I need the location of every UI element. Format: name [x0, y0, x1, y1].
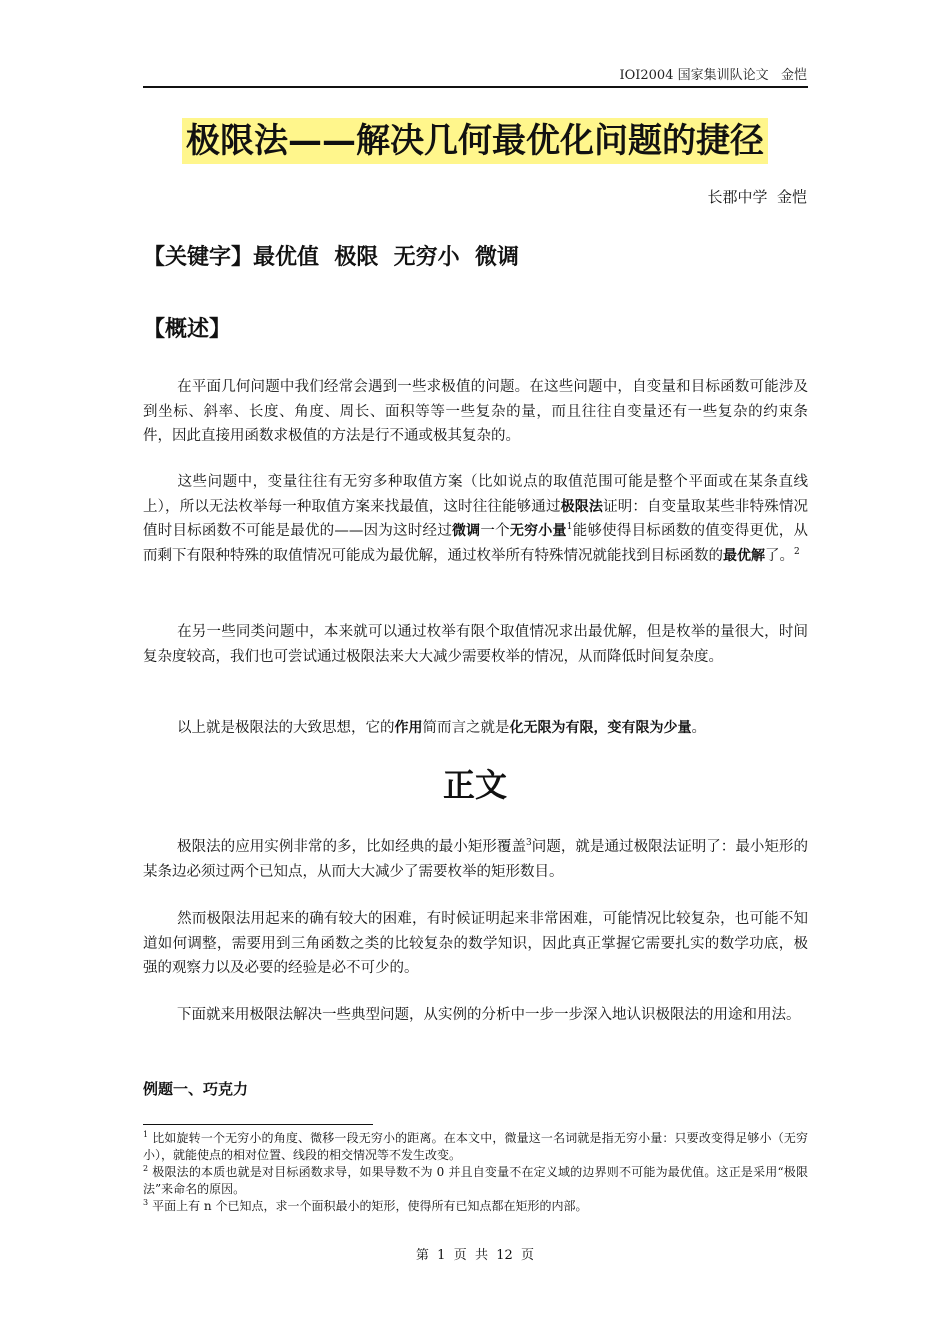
document-title: 极限法——解决几何最优化问题的捷径	[182, 118, 768, 164]
bold-term-summary: 化无限为有限，变有限为少量	[509, 720, 692, 736]
bold-term-infinitesimal: 无穷小量	[509, 523, 567, 539]
bold-term-fine-tune: 微调	[451, 523, 481, 539]
footnote-ref-3[interactable]: 3	[526, 838, 532, 849]
running-header: IOI2004 国家集训队论文 金恺	[619, 68, 807, 83]
footnote-2: $^2$ 极限法的本质也就是对目标函数求导，如果导数不为 0 并且自变量不在定义域的边界则不可能为最优值。这正是采用“极限法”来命名的原因。	[143, 1164, 808, 1196]
main-heading: 正文	[442, 766, 507, 804]
overview-paragraph-1: 在平面几何问题中我们经常会遇到一些求极值的问题。在这些问题中，自变量和目标函数可能涉及到坐标、斜率、长度、角度、周长、面积等等一些复杂的量，而且往往自变量还有一些复杂的约束条件，因此直接用函数求极值的方法是行不通或极其复杂的。	[143, 379, 808, 444]
overview-heading: 【概述】	[143, 317, 232, 342]
overview-paragraph-3: 在另一些同类问题中，本来就可以通过枚举有限个取值情况求出最优解，但是枚举的量很大，时间复杂度较高，我们也可尝试通过极限法来大大减少需要枚举的情况，从而降低时间复杂度。	[143, 624, 808, 665]
footnotes	[143, 1130, 808, 1215]
overview-paragraph-2: 这些问题中，变量往往有无穷多种取值方案（比如说点的取值范围可能是整个平面或在某条直线上），所以无法枚举每一种取值方案来找最值，这时往往能够通过极限法证明：自变量取某些非特殊情况值时目标函数不可能是最优的——因为这时经过微调一个无穷小量$^1$能够使得目标函数的值变得更优，从而剩下有限种特殊的取值情况可能成为最优解，通过枚举所有特殊情况就能找到目标函数的最优解了。$^2$	[143, 474, 809, 564]
overview-paragraph-4: 以上就是极限法的大致思想，它的作用简而言之就是化无限为有限，变有限为少量。	[177, 720, 706, 736]
footnote-1: $^1$ 比如旋转一个无穷小的角度、微移一段无穷小的距离。在本文中，微量这一名词就是指无穷小量：只要改变得足够小（无穷小），就能使点的相对位置、线段的相交情况等不发生改变。	[143, 1130, 808, 1162]
title-container	[0, 118, 950, 164]
footnote-rule	[143, 1124, 373, 1125]
footnote-ref-2[interactable]: 2	[794, 546, 800, 557]
page-number: 第 1 页 共 12 页	[415, 1248, 535, 1263]
footnote-3: $^3$ 平面上有 n 个已知点，求一个面积最小的矩形，使得所有已知点都在矩形的内部。	[143, 1198, 588, 1213]
author-line: 长郡中学 金恺	[707, 188, 807, 206]
body-paragraph-3: 下面就来用极限法解决一些典型问题，从实例的分析中一步一步深入地认识极限法的用途和用法。	[177, 1007, 801, 1023]
body-paragraph-2: 然而极限法用起来的确有较大的困难，有时候证明起来非常困难，可能情况比较复杂，也可能不知道如何调整，需要用到三角函数之类的比较复杂的数学知识，因此真正掌握它需要扎实的数学功底，极强的观察力以及必要的经验是必不可少的。	[143, 911, 808, 976]
example-heading: 例题一、巧克力	[143, 1080, 249, 1098]
bold-term-optimal-solution: 最优解	[723, 547, 765, 564]
keywords-line: 【关键字】最优值 极限 无穷小 微调	[143, 245, 519, 270]
header-rule	[143, 86, 808, 88]
footnote-ref-1[interactable]: 1	[566, 522, 573, 533]
bold-term-function: 作用	[394, 720, 423, 736]
body-paragraph-1: 极限法的应用实例非常的多，比如经典的最小矩形覆盖$^3$问题，就是通过极限法证明了：最小矩形的某条边必须过两个已知点，从而大大减少了需要枚举的矩形数目。	[143, 838, 809, 880]
bold-term-limit-method: 极限法	[560, 498, 604, 515]
